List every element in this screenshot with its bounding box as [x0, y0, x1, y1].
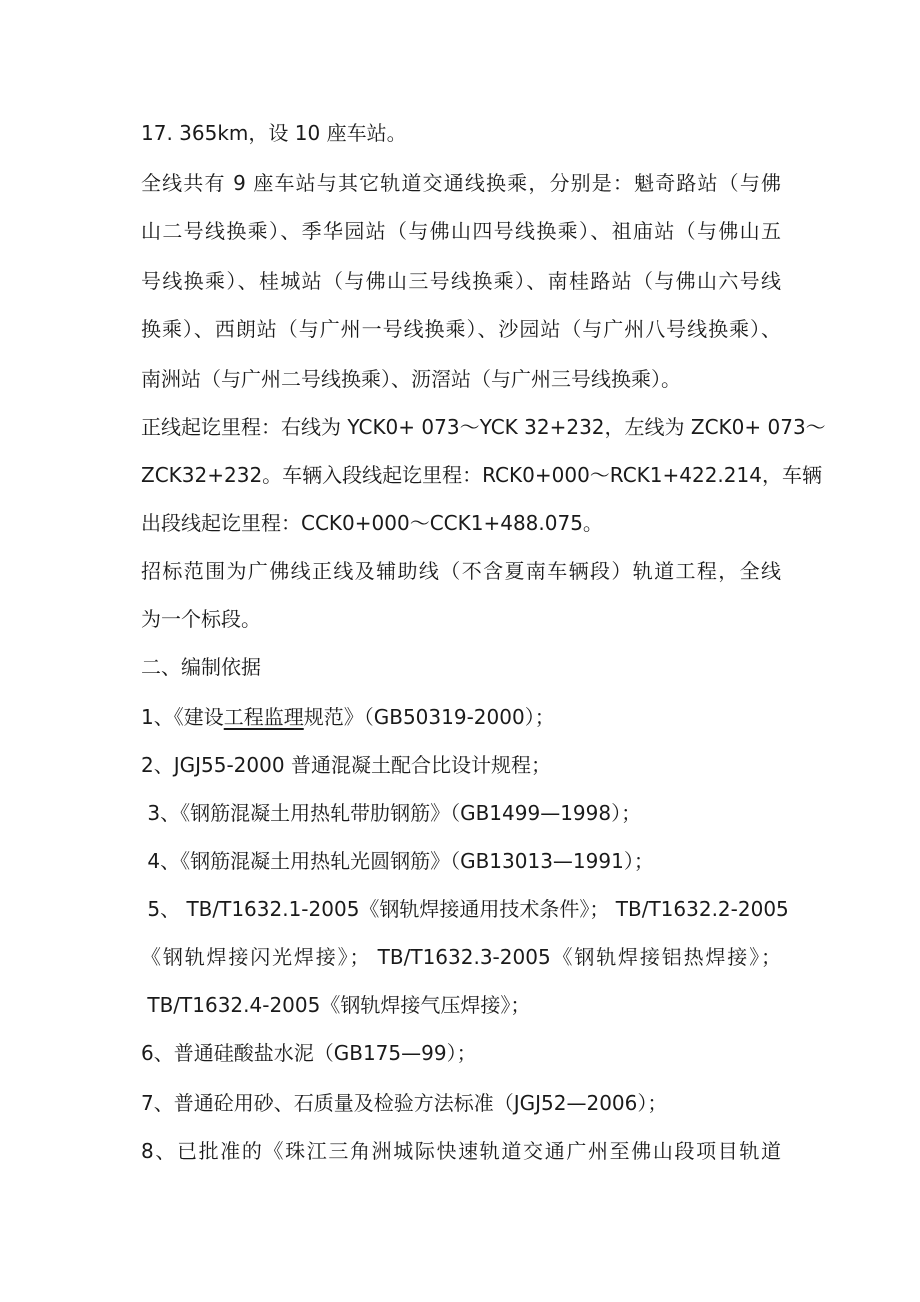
paragraph-line: 17. 365km，设 10 座车站。 — [141, 121, 407, 145]
reference-item: 8、已批准的《珠江三角洲城际快速轨道交通广州至佛山段项目轨道 — [141, 1139, 781, 1163]
paragraph-line: 号线换乘）、桂城站（与佛山三号线换乘）、南桂路站（与佛山六号线 — [141, 269, 781, 293]
section-heading: 二、编制依据 — [141, 655, 261, 679]
paragraph-line: 南洲站（与广州二号线换乘）、沥滘站（与广州三号线换乘）。 — [141, 367, 681, 391]
underlined-term: 工程监理 — [223, 705, 304, 729]
paragraph-line: 招标范围为广佛线正线及辅助线（不含夏南车辆段）轨道工程，全线 — [141, 559, 781, 583]
paragraph-line: 山二号线换乘）、季华园站（与佛山四号线换乘）、祖庙站（与佛山五 — [141, 219, 781, 243]
reference-item — [141, 700, 555, 734]
reference-item: 6、普通硅酸盐水泥（GB175—99）； — [141, 1041, 477, 1065]
paragraph-line: 为一个标段。 — [141, 607, 261, 631]
reference-item-text: 规范》（GB50319-2000）； — [303, 705, 555, 729]
paragraph-line: ZCK32+232。车辆入段线起讫里程：RCK0+000～RCK1+422.214，车辆 — [141, 463, 822, 487]
reference-item: 3、《钢筋混凝土用热轧带肋钢筋》（GB1499—1998）； — [141, 801, 642, 825]
reference-item: 《钢轨焊接闪光焊接》； TB/T1632.3-2005《钢轨焊接铝热焊接》； — [141, 945, 781, 969]
paragraph-line: 全线共有 9 座车站与其它轨道交通线换乘，分别是：魁奇路站（与佛 — [141, 171, 781, 195]
paragraph-line: 换乘）、西朗站（与广州一号线换乘）、沙园站（与广州八号线换乘）、 — [141, 317, 781, 341]
reference-item: 7、普通砼用砂、石质量及检验方法标准（JGJ52—2006）； — [141, 1091, 668, 1115]
paragraph-line: 正线起讫里程：右线为 YCK0+ 073～YCK 32+232，左线为 ZCK0+ 073～ — [141, 415, 826, 439]
reference-item: 5、 TB/T1632.1-2005《钢轨焊接通用技术条件》； TB/T1632.2-2005 — [141, 897, 789, 921]
reference-item-text: 1、《建设 — [141, 705, 224, 729]
paragraph-line: 出段线起讫里程：CCK0+000～CCK1+488.075。 — [141, 511, 603, 535]
reference-item: 2、JGJ55-2000 普通混凝土配合比设计规程； — [141, 753, 551, 777]
reference-item: TB/T1632.4-2005《钢轨焊接气压焊接》； — [141, 993, 531, 1017]
reference-item: 4、《钢筋混凝土用热轧光圆钢筋》（GB13013—1991）； — [141, 849, 654, 873]
